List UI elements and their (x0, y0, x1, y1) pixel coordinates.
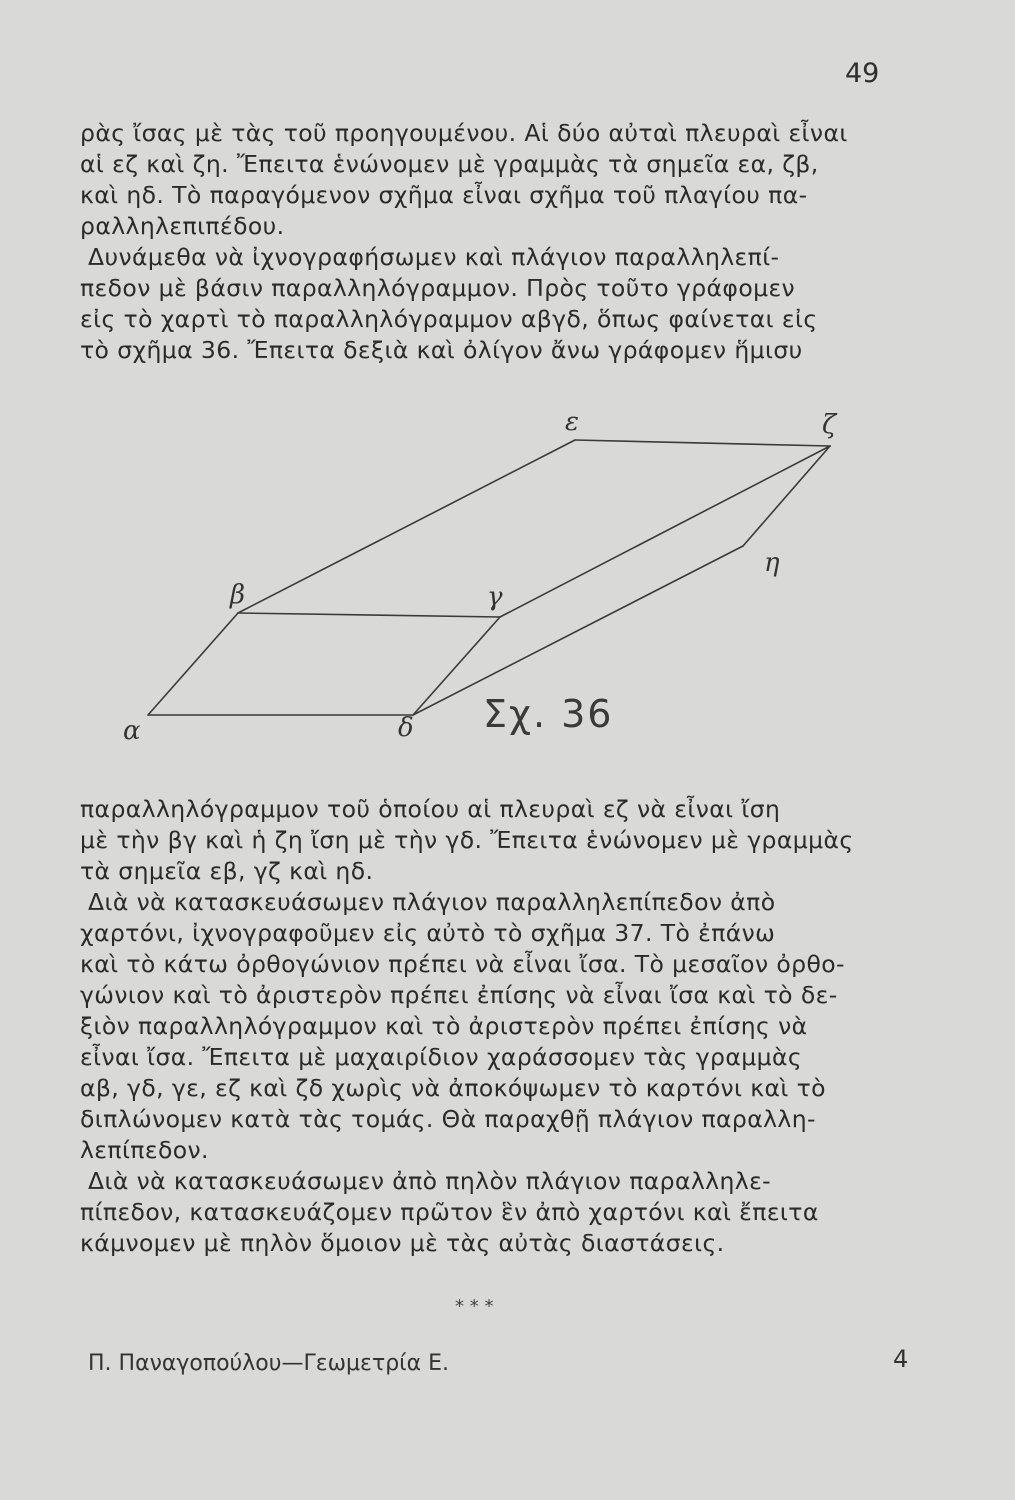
text-line: λεπίπεδον. (80, 1136, 209, 1164)
text-line: τὸ σχῆμα 36. Ἔπειτα δεξιὰ καὶ ὀλίγον ἄνω γράφομεν ἥμισυ (80, 336, 803, 364)
text-line: ρὰς ἴσας μὲ τὰς τοῦ προηγουμένου. Αἱ δύο αὐταὶ πλευραὶ εἶναι (80, 119, 848, 147)
text-line: πεδον μὲ βάσιν παραλληλόγραμμον. Πρὸς τοῦτο γράφομεν (80, 274, 796, 302)
text-line: κάμνομεν μὲ πηλὸν ὅμοιον μὲ τὰς αὐτὰς διαστάσεις. (80, 1229, 725, 1257)
text-line: καὶ τὸ κάτω ὀρθογώνιον πρέπει νὰ εἶναι ἴσα. Τὸ μεσαῖον ὀρθο- (80, 950, 845, 978)
text-line: εἰς τὸ χαρτὶ τὸ παραλληλόγραμμον αβγδ, ὅπως φαίνεται εἰς (80, 305, 818, 333)
footer-signature-number: 4 (893, 1345, 909, 1373)
text-line: Δυνάμεθα νὰ ἰχνογραφήσωμεν καὶ πλάγιον παραλληλεπί- (88, 243, 780, 271)
text-line: Διὰ νὰ κατασκευάσωμεν ἀπὸ πηλὸν πλάγιον παραλληλε- (88, 1167, 772, 1195)
text-line: εἶναι ἴσα. Ἔπειτα μὲ μαχαιρίδιον χαράσσομεν τὰς γραμμὰς (80, 1043, 803, 1071)
text-block-top (80, 118, 930, 366)
text-line: αβ, γδ, γε, εζ καὶ ζδ χωρὶς νὰ ἀποκόψωμεν τὸ καρτόνι καὶ τὸ (80, 1074, 826, 1102)
edge-e-z (575, 440, 830, 446)
text-line: γώνιον καὶ τὸ ἀριστερὸν πρέπει ἐπίσης νὰ εἶναι ἴσα καὶ τὸ δε- (80, 981, 838, 1009)
text-line: καὶ ηδ. Τὸ παραγόμενον σχῆμα εἶναι σχῆμα τοῦ πλαγίου πα- (80, 181, 808, 209)
edge-b-e (238, 440, 575, 613)
label-zeta: ζ (822, 410, 837, 440)
text-block-bottom (80, 794, 930, 1259)
page-number: 49 (845, 58, 880, 89)
edge-a-b (148, 613, 238, 715)
text-line: πίπεδον, κατασκευάζομεν πρῶτον ἓν ἀπὸ χαρτόνι καὶ ἔπειτα (80, 1198, 819, 1226)
text-line: Διὰ νὰ κατασκευάσωμεν πλάγιον παραλληλεπίπεδον ἀπὸ (88, 888, 776, 916)
edge-g-d (413, 617, 500, 715)
figure-caption: Σχ. 36 (483, 692, 614, 736)
text-line: παραλληλόγραμμον τοῦ ὁποίου αἱ πλευραὶ εζ νὰ εἶναι ἴση (80, 795, 781, 823)
label-beta: β (230, 580, 246, 610)
label-eta: η (764, 548, 780, 578)
label-delta: δ (398, 713, 414, 743)
text-line: μὲ τὴν βγ καὶ ἡ ζη ἴση μὲ τὴν γδ. Ἔπειτα ἑνώνομεν μὲ γραμμὰς (80, 826, 854, 854)
label-alpha: α (123, 716, 141, 746)
text-line: χαρτόνι, ἰχνογραφοῦμεν εἰς αὐτὸ τὸ σχῆμα 37. Τὸ ἐπάνω (80, 919, 776, 947)
text-line: διπλώνομεν κατὰ τὰς τομάς. Θὰ παραχθῇ πλάγιον παραλλη- (80, 1105, 816, 1133)
text-line: αἱ εζ καὶ ζη. Ἔπειτα ἑνώνομεν μὲ γραμμὰς τὰ σημεῖα εα, ζβ, (80, 150, 819, 178)
label-gamma: γ (487, 582, 503, 612)
text-line: τὰ σημεῖα εβ, γζ καὶ ηδ. (80, 857, 374, 885)
edge-g-z (500, 446, 830, 617)
text-line: ξιὸν παραλληλόγραμμον καὶ τὸ ἀριστερὸν πρέπει ἐπίσης νὰ (80, 1012, 808, 1040)
edge-z-h (743, 446, 830, 546)
footer-author-title: Π. Παναγοπούλου—Γεωμετρία Ε. (88, 1351, 449, 1376)
edge-b-g (238, 613, 500, 617)
edge-d-h (413, 546, 743, 715)
text-line: ραλληλεπιπέδου. (80, 212, 285, 240)
label-epsilon: ε (565, 407, 579, 437)
section-separator: * * * (455, 1296, 494, 1317)
